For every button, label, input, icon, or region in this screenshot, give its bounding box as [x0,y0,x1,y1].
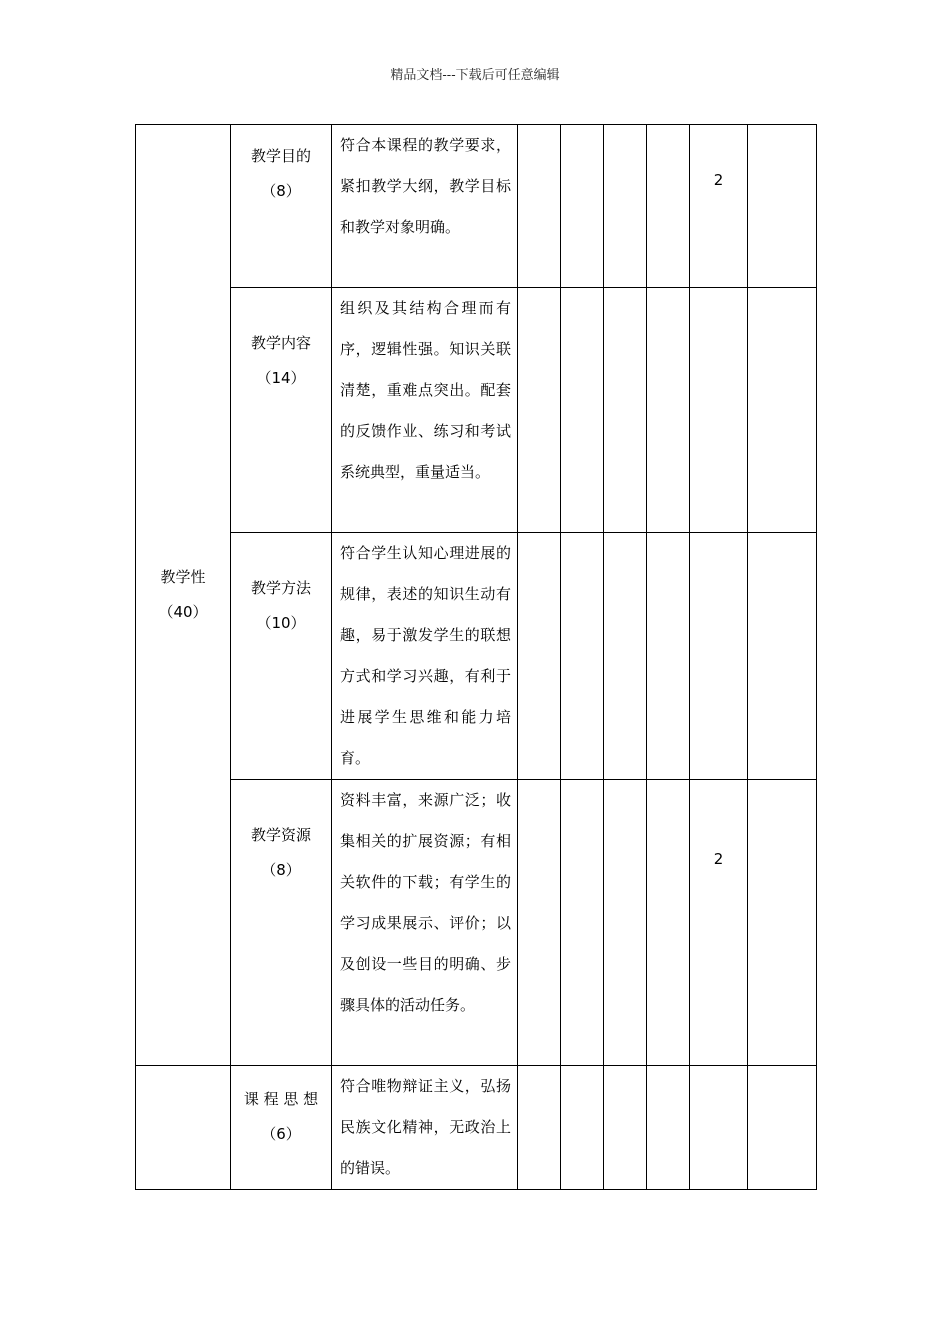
score-cell [518,1066,561,1190]
score-cell [647,533,690,780]
item-name: 教学目的 [250,147,311,165]
score-cell [748,125,817,288]
score-cell [604,780,647,1066]
score-cell [518,125,561,288]
item-name: 课 程 思 想 [243,1090,319,1108]
score-cell [604,288,647,533]
score-cell [647,1066,690,1190]
item-name: 教学方法 [250,579,311,597]
table-row [136,780,817,1066]
category-name: 教学性 [160,568,206,586]
item-points: （8） [261,182,301,200]
item-cell [231,288,332,533]
score-cell [690,288,748,533]
score-cell [561,533,604,780]
description-cell: 符合学生认知心理进展的规律，表述的知识生动有趣，易于激发学生的联想方式和学习兴趣，有利于进展学生思维和能力培育。 [332,533,518,780]
item-name: 教学资源 [250,826,311,844]
table-row [136,1066,817,1190]
item-points: （14） [256,369,306,387]
category-points: （40） [158,603,208,621]
description-cell: 符合唯物辩证主义，弘扬民族文化精神，无政治上的错误。 [332,1066,518,1190]
score-cell [647,288,690,533]
score-cell [518,533,561,780]
score-cell [604,533,647,780]
score-cell [647,125,690,288]
score-cell [748,533,817,780]
score-cell: 2 [690,780,748,1066]
score-cell [748,288,817,533]
score-cell: 2 [690,125,748,288]
page-header: 精品文档---下载后可任意编辑 [390,68,560,83]
score-cell [518,288,561,533]
item-name: 教学内容 [250,334,311,352]
score-cell [690,533,748,780]
table-row [136,288,817,533]
score-cell [518,780,561,1066]
item-points: （6） [261,1125,301,1143]
score-cell [690,1066,748,1190]
table-row [136,125,817,288]
description-cell: 资料丰富，来源广泛；收集相关的扩展资源；有相关软件的下载；有学生的学习成果展示、评价；以及创设一些目的明确、步骤具体的活动任务。 [332,780,518,1066]
item-cell [231,533,332,780]
score-cell [561,780,604,1066]
score-cell [604,125,647,288]
score-cell [561,288,604,533]
score-cell [748,1066,817,1190]
item-points: （10） [256,614,306,632]
category-cell [136,1066,231,1190]
category-cell [136,125,231,1066]
table-row [136,533,817,780]
score-cell [561,125,604,288]
score-cell [748,780,817,1066]
item-points: （8） [261,861,301,879]
evaluation-table [135,124,817,1190]
description-cell: 组织及其结构合理而有序，逻辑性强。知识关联清楚，重难点突出。配套的反馈作业、练习和考试系统典型，重量适当。 [332,288,518,533]
item-cell [231,125,332,288]
item-cell [231,1066,332,1190]
item-cell [231,780,332,1066]
score-cell [604,1066,647,1190]
score-cell [561,1066,604,1190]
description-cell: 符合本课程的教学要求，紧扣教学大纲，教学目标和教学对象明确。 [332,125,518,288]
score-cell [647,780,690,1066]
